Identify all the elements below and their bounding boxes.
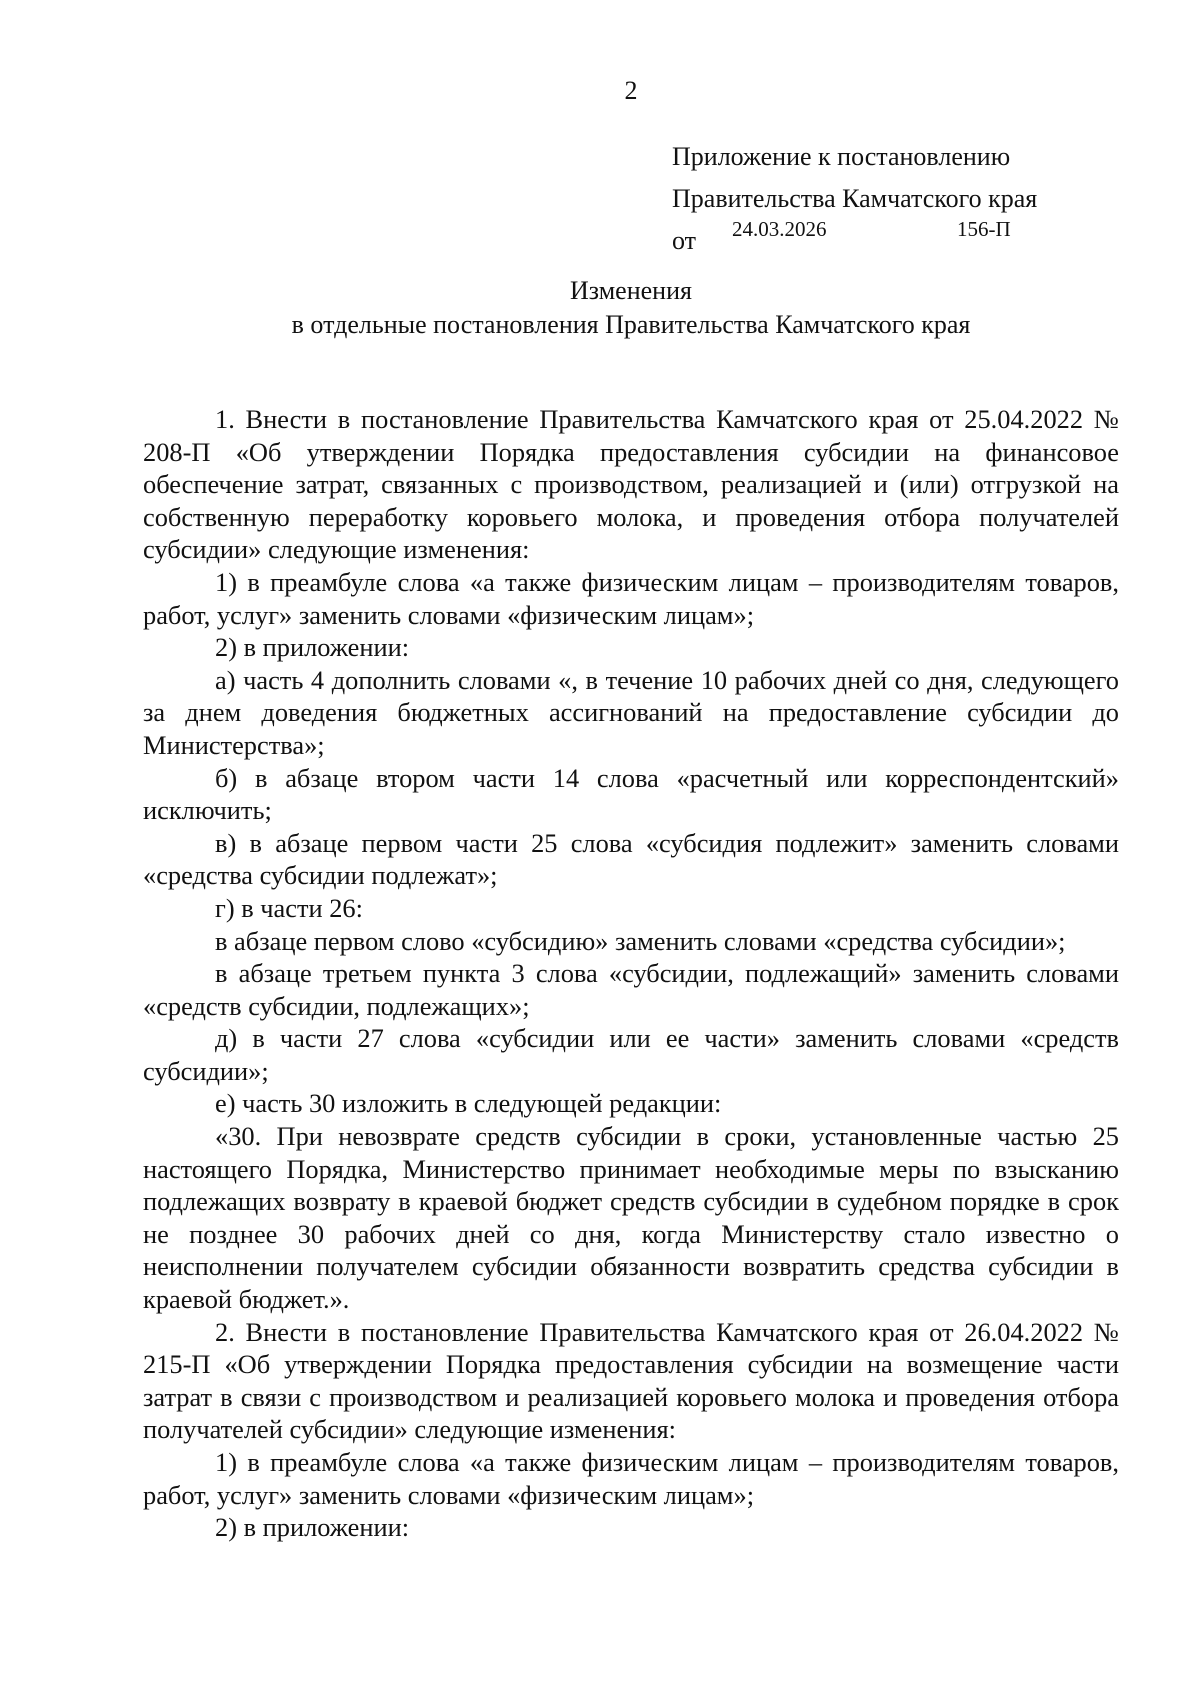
- appendix-date-line: [672, 217, 1037, 255]
- document-body: [143, 403, 1119, 1544]
- paragraph-item: 2) в приложении:: [215, 1512, 410, 1543]
- paragraph-item: г) в части 26:: [215, 892, 363, 923]
- paragraph-item: д) в части 27 слова «субсидии или ее части» заменить словами «средств субсидии»;: [143, 1023, 1119, 1086]
- document-title: [0, 274, 1200, 342]
- paragraph-item: е) часть 30 изложить в следующей редакции:: [215, 1088, 722, 1119]
- paragraph-section-1: 1. Внести в постановление Правительства Камчатского края от 25.04.2022 № 208-П «Об утверждении Порядка предоставления субсидии на финансовое обеспечение затрат, связанных с производством, реализацией и (или) отгрузкой на собственную переработку коровьего молока, и проведения отбора получателей субсидии» следующие изменения:: [143, 404, 1119, 565]
- appendix-header: [672, 136, 1038, 255]
- paragraph-item: в абзаце первом слово «субсидию» заменить словами «средства субсидии»;: [215, 925, 1066, 956]
- paragraph-item: 1) в преамбуле слова «а также физическим лицам – производителям товаров, работ, услуг» заменить словами «физическим лицам»;: [143, 1447, 1119, 1510]
- resolution-number: 156-П: [957, 217, 1011, 241]
- title-line-2: в отдельные постановления Правительства Камчатского края: [291, 310, 971, 339]
- paragraph-item: в абзаце третьем пункта 3 слова «субсидии, подлежащий» заменить словами «средств субсидии, подлежащих»;: [143, 958, 1119, 1021]
- date-prefix: от: [672, 226, 697, 255]
- appendix-line-2: Правительства Камчатского края: [672, 184, 1038, 213]
- resolution-date: 24.03.2026: [732, 217, 827, 241]
- paragraph-item: б) в абзаце втором части 14 слова «расчетный или корреспондентский» исключить;: [143, 762, 1119, 826]
- page-number: 2: [624, 76, 638, 105]
- paragraph-item: 2) в приложении:: [215, 632, 410, 663]
- paragraph-item: а) часть 4 дополнить словами «, в течение 10 рабочих дней со дня, следующего за днем доведения бюджетных ассигнований на предоставление субсидии до Министерства»;: [143, 664, 1119, 760]
- paragraph-section-2: 2. Внести в постановление Правительства Камчатского края от 26.04.2022 № 215-П «Об утверждении Порядка предоставления субсидии на возмещение части затрат в связи с производством и реализацией коровьего молока и проведения отбора получателей субсидии» следующие изменения:: [143, 1316, 1119, 1445]
- title-line-1: Изменения: [570, 276, 692, 305]
- paragraph-quoted-part-30: «30. При невозврате средств субсидии в сроки, установленные частью 25 настоящего Порядка, Министерство принимает необходимые меры по взысканию подлежащих возврату в краевой бюджет средств субсидии в судебном порядке в срок не позднее 30 рабочих дней со дня, когда Министерству стало известно о неисполнении получателем субсидии обязанности возвратить средства субсидии в краевой бюджет.».: [143, 1121, 1119, 1315]
- paragraph-item: в) в абзаце первом части 25 слова «субсидия подлежит» заменить словами «средства субсидии подлежат»;: [143, 827, 1119, 891]
- appendix-line-1: Приложение к постановлению: [672, 142, 1011, 171]
- paragraph-item: 1) в преамбуле слова «а также физическим лицам – производителям товаров, работ, услуг» заменить словами «физическим лицам»;: [143, 566, 1119, 630]
